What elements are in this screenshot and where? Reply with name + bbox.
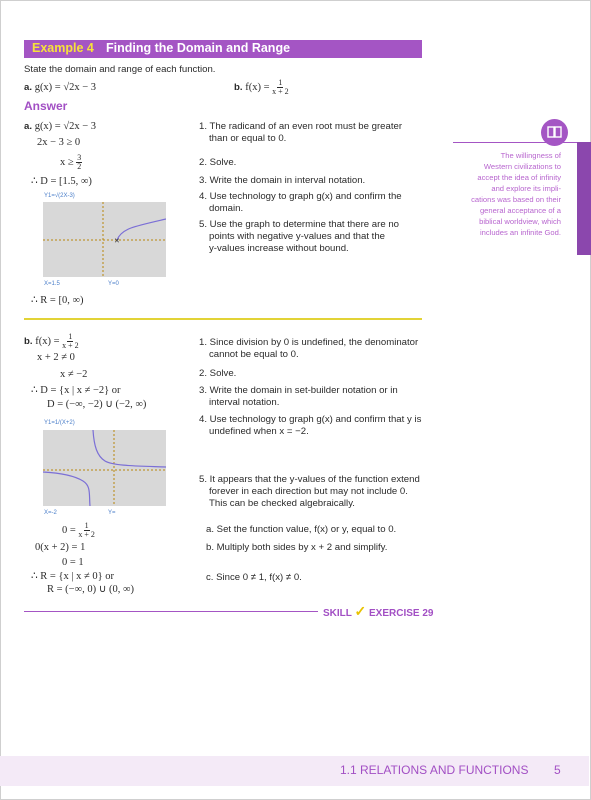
sidebar-line-8: includes an infinite God. xyxy=(479,228,561,237)
problem-b xyxy=(234,79,289,96)
part-a-step-1-line-1: 1. The radicand of an even root must be greater xyxy=(199,121,403,132)
sidebar-line-6: general acceptance of a xyxy=(479,206,561,215)
part-b-step-4-line-1: 4. Use technology to graph g(x) and confirm that y is xyxy=(199,414,422,425)
part-b-step-1-line-2: cannot be equal to 0. xyxy=(209,349,299,360)
sidebar-text xyxy=(453,150,561,238)
part-b-lhs: f(x) = xyxy=(35,336,60,348)
section-divider xyxy=(24,318,422,320)
skill-exercise xyxy=(323,605,434,620)
graph-b-svg xyxy=(43,430,166,506)
problem-b-frac xyxy=(272,79,289,96)
part-b-row1 xyxy=(24,333,79,350)
part-a-range: ∴ R = [0, ∞) xyxy=(31,295,84,306)
problem-a xyxy=(24,82,96,94)
part-a-step-5-line-3: y-values increase without bound. xyxy=(209,243,349,254)
part-b-step-4-line-2: undefined when x = −2. xyxy=(209,426,309,437)
footer-page-number: 5 xyxy=(554,763,561,777)
part-b-math-0: x + 2 ≠ 0 xyxy=(37,352,75,363)
check-line-1: 0 = 1 xyxy=(62,557,84,568)
sidebar-line-3: accept the idea of infinity xyxy=(477,173,561,182)
graph-b-curve-left xyxy=(43,472,90,506)
part-a-step-5-line-1: 5. Use the graph to determine that there are no xyxy=(199,219,399,230)
skill-word: SKILL xyxy=(323,608,352,619)
part-b-step-3-line-1: 3. Write the domain in set-builder notation or in xyxy=(199,385,398,396)
graph-a-x-readout: X=1.5 xyxy=(44,281,60,287)
example-banner xyxy=(24,40,422,58)
check-line-0: 0(x + 2) = 1 xyxy=(35,542,86,553)
part-a-step-2: 2. Solve. xyxy=(199,157,237,168)
check-row1 xyxy=(62,522,95,539)
sidebar-line-1: The willingness of xyxy=(500,151,561,160)
part-a-step-1-line-2: than or equal to 0. xyxy=(209,133,287,144)
check-zero-lhs: 0 = xyxy=(62,524,76,536)
checkmark-icon: ✓ xyxy=(354,603,367,619)
graph-b-curve-right xyxy=(93,430,166,467)
part-b-step-5-line-3: This can be checked algebraically. xyxy=(209,498,355,509)
part-a-math-0: g(x) = √2x − 3 xyxy=(34,121,97,132)
part-a-math-1: 2x − 3 ≥ 0 xyxy=(37,137,81,148)
part-a-x-ineq xyxy=(60,154,82,171)
problem-b-label: b. xyxy=(234,82,243,94)
part-a-step-1 xyxy=(199,121,402,145)
part-b-step-4 xyxy=(199,414,421,438)
sidebar-line-4: and explore its impli- xyxy=(491,184,561,193)
graph-a-cursor: ✕ xyxy=(114,238,120,245)
part-b-step-2: 2. Solve. xyxy=(199,368,237,379)
part-b-step-1 xyxy=(199,337,418,361)
instructions: State the domain and range of each function. xyxy=(24,64,216,75)
part-b-step-3 xyxy=(199,385,398,409)
problem-a-expr: g(x) = √2x − 3 xyxy=(34,82,97,93)
sidebar-line-2: Western civilizations to xyxy=(483,162,561,171)
footer-section: 1.1 RELATIONS AND FUNCTIONS xyxy=(340,763,529,777)
part-b-frac xyxy=(62,333,79,350)
sidebar-line-7: biblical worldview, which xyxy=(479,217,561,226)
part-a-frac-num: 3 xyxy=(77,153,82,162)
problem-b-lhs: f(x) = xyxy=(245,82,270,94)
check-substep-b: b. Multiply both sides by x + 2 and simplify. xyxy=(206,542,388,553)
sidebar-line-5: cations was based on their xyxy=(471,195,561,204)
part-a-label: a. xyxy=(24,121,33,132)
part-a-math-3: ∴ D = [1.5, ∞) xyxy=(31,176,92,187)
example-title: Finding the Domain and Range xyxy=(106,41,291,55)
part-b-step-5-line-2: forever in each direction but may not include 0. xyxy=(209,486,408,497)
graph-a xyxy=(43,202,166,277)
graph-b-x-readout: X=-2 xyxy=(44,510,57,516)
graph-a-caption: Y1=√(2X-3) xyxy=(44,193,75,199)
check-frac-den: x + 2 xyxy=(78,530,95,539)
graph-a-svg xyxy=(43,202,166,277)
part-b-frac-den: x + 2 xyxy=(62,341,79,350)
part-a-row1 xyxy=(24,121,96,133)
part-a-step-4 xyxy=(199,191,402,215)
part-b-math-2: ∴ D = {x | x ≠ −2} or xyxy=(31,385,121,396)
part-a-frac-den: 2 xyxy=(77,162,82,171)
part-b-frac-num: 1 xyxy=(68,332,73,341)
part-a-frac xyxy=(76,154,82,171)
check-frac xyxy=(78,522,95,539)
check-substep-c: c. Since 0 ≠ 1, f(x) ≠ 0. xyxy=(206,572,302,583)
part-a-step-4-line-2: domain. xyxy=(209,203,244,214)
part-b-step-5-line-1: 5. It appears that the y-values of the function extend xyxy=(199,474,420,485)
skill-exercise-number[interactable]: EXERCISE 29 xyxy=(369,608,434,619)
check-line-3: R = (−∞, 0) ∪ (0, ∞) xyxy=(47,584,134,595)
graph-b-caption: Y1=1/(X+2) xyxy=(44,420,75,426)
part-a-step-3: 3. Write the domain in interval notation. xyxy=(199,175,366,186)
book-icon xyxy=(541,119,568,146)
sidebar-tab xyxy=(577,142,591,255)
skill-rule xyxy=(24,611,318,612)
example-label: Example 4 xyxy=(32,41,94,55)
check-substep-a: a. Set the function value, f(x) or y, equal to 0. xyxy=(206,524,397,535)
graph-b xyxy=(43,430,166,506)
graph-b-y-readout: Y= xyxy=(108,510,116,516)
check-line-2: ∴ R = {x | x ≠ 0} or xyxy=(31,571,115,582)
part-a-step-4-line-1: 4. Use technology to graph g(x) and confirm the xyxy=(199,191,402,202)
part-a-step-5 xyxy=(199,219,399,255)
part-b-math-1: x ≠ −2 xyxy=(60,369,88,380)
part-b-step-3-line-2: interval notation. xyxy=(209,397,280,408)
answer-heading: Answer xyxy=(24,99,68,113)
part-a-math-2: x ≥ xyxy=(60,156,74,168)
part-b-math-3: D = (−∞, −2) ∪ (−2, ∞) xyxy=(47,399,147,410)
check-frac-num: 1 xyxy=(84,521,89,530)
problem-b-den: x + 2 xyxy=(272,87,289,96)
problem-a-label: a. xyxy=(24,82,33,93)
graph-a-curve xyxy=(117,219,166,240)
graph-a-y-readout: Y=0 xyxy=(108,281,119,287)
part-b-step-1-line-1: 1. Since division by 0 is undefined, the denominator xyxy=(199,337,419,348)
part-b-label: b. xyxy=(24,336,33,348)
problem-b-num: 1 xyxy=(278,78,283,87)
book-icon-svg xyxy=(541,119,568,146)
part-a-step-5-line-2: points with negative y-values and that the xyxy=(209,231,385,242)
part-b-step-5 xyxy=(199,474,420,510)
